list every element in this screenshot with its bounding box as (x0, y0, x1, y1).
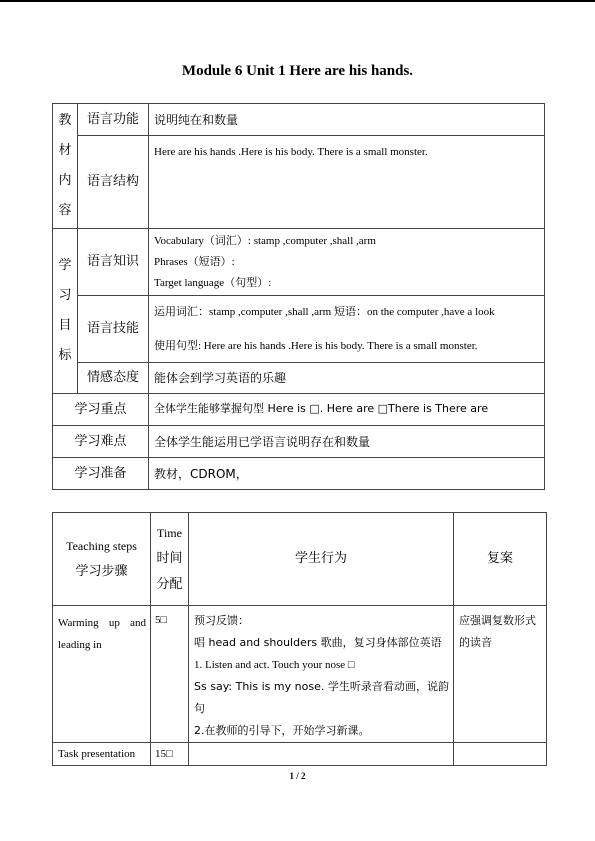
row-value: 运用词汇：stamp ,computer ,shall ,arm 短语：on the computer ,have a look 使用句型: Here are his hands .Here is his body. There is a small monster. (149, 296, 545, 363)
review-cell (454, 743, 547, 766)
activity-cell (189, 743, 454, 766)
row-label: 学习重点 (53, 394, 149, 426)
row-value: 能体会到学习英语的乐趣 (149, 363, 545, 394)
table-row (53, 104, 545, 136)
row-label: 语言技能 (78, 296, 149, 363)
row-label: 语言功能 (78, 104, 149, 136)
table-row (53, 363, 545, 394)
time-cell: 5□ (151, 606, 189, 743)
table-row (53, 743, 547, 766)
top-rule (0, 0, 595, 2)
column-header-review: 复案 (454, 513, 547, 606)
row-value: 说明纯在和数量 (149, 104, 545, 136)
row-value: Here are his hands .Here is his body. There is a small monster. (149, 136, 545, 229)
table-header-row (53, 513, 547, 606)
row-label: 学习难点 (53, 426, 149, 458)
row-value: Vocabulary（词汇）: stamp ,computer ,shall ,arm Phrases（短语）: Target language（句型）: (149, 229, 545, 296)
review-cell: 应强调复数形式的读音 (454, 606, 547, 743)
row-label: 学习准备 (53, 458, 149, 490)
row-label: 情感态度 (78, 363, 149, 394)
column-header-student: 学生行为 (189, 513, 454, 606)
row-value: 全体学生能够掌握句型 Here is □. Here are □There is There are (149, 394, 545, 426)
page-title: Module 6 Unit 1 Here are his hands. (181, 63, 414, 79)
time-cell: 15□ (151, 743, 189, 766)
row-value: 全体学生能运用已学语言说明存在和数量 (149, 426, 545, 458)
row-label: 语言结构 (78, 136, 149, 229)
step-cell: Task presentation (53, 743, 151, 766)
column-header-steps: Teaching steps 学习步骤 (53, 513, 151, 606)
table-row (53, 426, 545, 458)
table-row (53, 136, 545, 229)
group-label-objectives: 学 习 目 标 (53, 229, 78, 394)
activity-cell: 预习反馈： 唱 head and shoulders 歌曲，复习身体部位英语 1. Listen and act. Touch your nose □ Ss say: This is my nose. 学生听录音看动画，说韵句 2.在教师的引导下，开始学习新课。 (189, 606, 454, 743)
row-value: 教材，CDROM， (149, 458, 545, 490)
table-row (53, 296, 545, 363)
table-row (53, 229, 545, 296)
teaching-steps-table (52, 512, 547, 766)
page-number: 1 / 2 (289, 771, 306, 781)
step-cell: Warming up and leading in (53, 606, 151, 743)
group-label-materials: 教 材 内 容 (53, 104, 78, 229)
column-header-time: Time 时间 分配 (151, 513, 189, 606)
lesson-plan-table (52, 103, 545, 490)
table-row (53, 394, 545, 426)
row-label: 语言知识 (78, 229, 149, 296)
table-row (53, 458, 545, 490)
table-row (53, 606, 547, 743)
